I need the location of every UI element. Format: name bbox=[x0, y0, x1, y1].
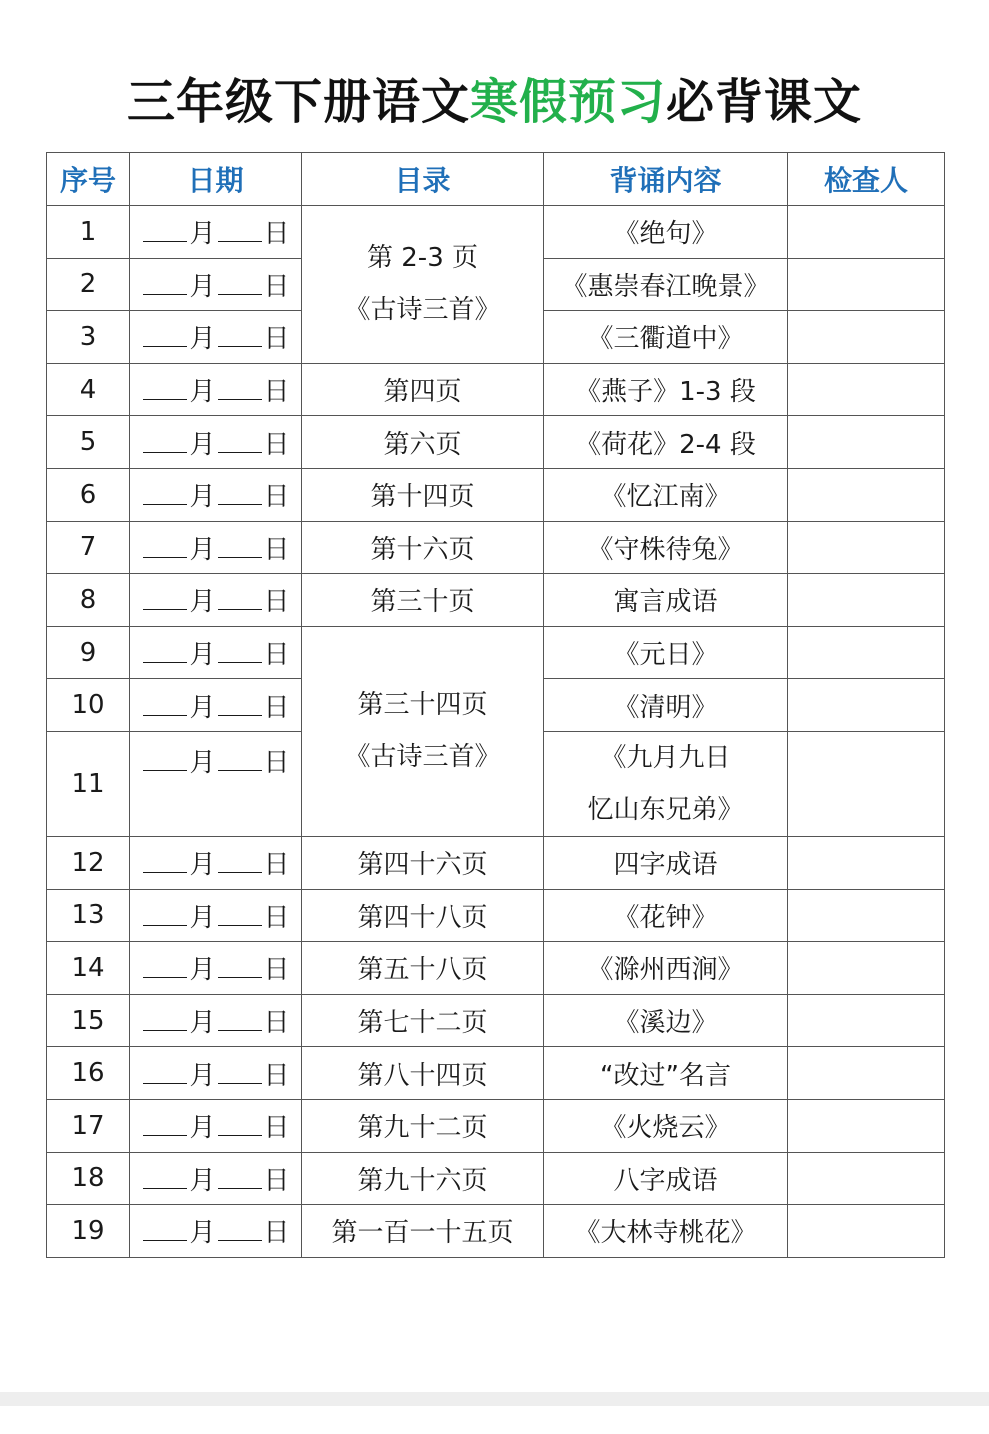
content-cell: 《三衢道中》 bbox=[544, 311, 788, 364]
catalog-cell: 第四十八页 bbox=[302, 889, 544, 942]
row-number: 1 bbox=[47, 206, 130, 259]
date-cell[interactable] bbox=[130, 679, 302, 732]
month-label: 月 bbox=[189, 1113, 216, 1144]
day-blank[interactable] bbox=[218, 1063, 262, 1084]
day-label: 日 bbox=[263, 587, 290, 618]
day-blank[interactable] bbox=[218, 695, 262, 716]
row-number: 10 bbox=[47, 679, 130, 732]
day-label: 日 bbox=[263, 692, 290, 723]
content-cell: 四字成语 bbox=[544, 836, 788, 889]
content-cell: 《忆江南》 bbox=[544, 468, 788, 521]
table-row bbox=[47, 1099, 945, 1152]
date-cell[interactable] bbox=[130, 1152, 302, 1205]
catalog-cell: 第五十八页 bbox=[302, 942, 544, 995]
content-cell: 八字成语 bbox=[544, 1152, 788, 1205]
table-row bbox=[47, 626, 945, 679]
catalog-cell: 第十六页 bbox=[302, 521, 544, 574]
month-blank[interactable] bbox=[143, 221, 187, 242]
catalog-cell: 第六页 bbox=[302, 416, 544, 469]
date-cell[interactable] bbox=[130, 942, 302, 995]
day-blank[interactable] bbox=[218, 905, 262, 926]
checker-cell[interactable] bbox=[788, 363, 945, 416]
checker-cell[interactable] bbox=[788, 679, 945, 732]
checker-cell[interactable] bbox=[788, 416, 945, 469]
month-label: 月 bbox=[189, 850, 216, 881]
table-row bbox=[47, 1047, 945, 1100]
content-cell: 寓言成语 bbox=[544, 574, 788, 627]
catalog-line: 第三十四页 bbox=[357, 690, 488, 721]
month-label: 月 bbox=[189, 1060, 216, 1091]
day-label: 日 bbox=[263, 1113, 290, 1144]
date-cell[interactable] bbox=[130, 1047, 302, 1100]
day-label: 日 bbox=[263, 640, 290, 671]
row-number: 8 bbox=[47, 574, 130, 627]
date-cell[interactable] bbox=[130, 1099, 302, 1152]
row-number: 12 bbox=[47, 836, 130, 889]
row-number: 9 bbox=[47, 626, 130, 679]
day-blank[interactable] bbox=[218, 326, 262, 347]
day-blank[interactable] bbox=[218, 484, 262, 505]
month-blank[interactable] bbox=[143, 537, 187, 558]
day-blank[interactable] bbox=[218, 1168, 262, 1189]
table-row bbox=[47, 521, 945, 574]
month-label: 月 bbox=[189, 587, 216, 618]
month-blank[interactable] bbox=[143, 589, 187, 610]
catalog-cell: 第九十六页 bbox=[302, 1152, 544, 1205]
checker-cell[interactable] bbox=[788, 1152, 945, 1205]
month-label: 月 bbox=[189, 747, 216, 778]
table-row bbox=[47, 416, 945, 469]
row-number: 6 bbox=[47, 468, 130, 521]
table-row bbox=[47, 1205, 945, 1258]
row-number: 3 bbox=[47, 311, 130, 364]
title-highlight: 寒假预习 bbox=[469, 74, 666, 130]
day-label: 日 bbox=[263, 1008, 290, 1039]
day-blank[interactable] bbox=[218, 957, 262, 978]
header-no: 序号 bbox=[47, 153, 130, 206]
catalog-line: 《古诗三首》 bbox=[344, 742, 501, 773]
date-cell[interactable] bbox=[130, 521, 302, 574]
catalog-line: 《古诗三首》 bbox=[344, 295, 501, 326]
content-cell: 《绝句》 bbox=[544, 206, 788, 259]
content-cell: “改过”名言 bbox=[544, 1047, 788, 1100]
checker-cell[interactable] bbox=[788, 311, 945, 364]
row-number: 11 bbox=[47, 731, 130, 836]
content-cell: 《燕子》1-3 段 bbox=[544, 363, 788, 416]
table-row bbox=[47, 363, 945, 416]
date-cell[interactable] bbox=[130, 468, 302, 521]
day-label: 日 bbox=[263, 1165, 290, 1196]
date-cell[interactable] bbox=[130, 363, 302, 416]
day-blank[interactable] bbox=[218, 1010, 262, 1031]
month-blank[interactable] bbox=[143, 1010, 187, 1031]
content-cell: 《惠崇春江晚景》 bbox=[544, 258, 788, 311]
row-number: 19 bbox=[47, 1205, 130, 1258]
month-label: 月 bbox=[189, 640, 216, 671]
day-blank[interactable] bbox=[218, 537, 262, 558]
day-label: 日 bbox=[263, 955, 290, 986]
month-blank[interactable] bbox=[143, 326, 187, 347]
month-label: 月 bbox=[189, 1165, 216, 1196]
month-label: 月 bbox=[189, 271, 216, 302]
day-label: 日 bbox=[263, 850, 290, 881]
day-blank[interactable] bbox=[218, 1220, 262, 1241]
catalog-cell bbox=[302, 626, 544, 836]
month-blank[interactable] bbox=[143, 1220, 187, 1241]
checker-cell[interactable] bbox=[788, 731, 945, 836]
content-cell: 《滁州西涧》 bbox=[544, 942, 788, 995]
day-label: 日 bbox=[263, 747, 290, 778]
date-cell[interactable] bbox=[130, 416, 302, 469]
checker-cell[interactable] bbox=[788, 574, 945, 627]
content-cell: 《溪边》 bbox=[544, 994, 788, 1047]
day-blank[interactable] bbox=[218, 750, 262, 771]
month-blank[interactable] bbox=[143, 274, 187, 295]
month-blank[interactable] bbox=[143, 379, 187, 400]
content-cell: 《花钟》 bbox=[544, 889, 788, 942]
month-label: 月 bbox=[189, 324, 216, 355]
catalog-line: 第 2-3 页 bbox=[367, 243, 478, 274]
catalog-cell bbox=[302, 206, 544, 364]
content-cell: 《守株待兔》 bbox=[544, 521, 788, 574]
row-number: 2 bbox=[47, 258, 130, 311]
month-blank[interactable] bbox=[143, 695, 187, 716]
month-label: 月 bbox=[189, 1218, 216, 1249]
date-cell[interactable] bbox=[130, 889, 302, 942]
title-part-1: 三年级下册语文 bbox=[126, 74, 470, 130]
date-cell[interactable] bbox=[130, 994, 302, 1047]
content-cell: 《清明》 bbox=[544, 679, 788, 732]
row-number: 5 bbox=[47, 416, 130, 469]
day-label: 日 bbox=[263, 902, 290, 933]
header-content: 背诵内容 bbox=[544, 153, 788, 206]
day-label: 日 bbox=[263, 1060, 290, 1091]
row-number: 7 bbox=[47, 521, 130, 574]
row-number: 15 bbox=[47, 994, 130, 1047]
row-number: 17 bbox=[47, 1099, 130, 1152]
bottom-bar bbox=[0, 1392, 989, 1406]
month-label: 月 bbox=[189, 429, 216, 460]
date-cell[interactable] bbox=[130, 574, 302, 627]
table-row bbox=[47, 889, 945, 942]
catalog-cell: 第九十二页 bbox=[302, 1099, 544, 1152]
table-row bbox=[47, 1152, 945, 1205]
content-cell: 《火烧云》 bbox=[544, 1099, 788, 1152]
header-date: 日期 bbox=[130, 153, 302, 206]
content-cell: 《元日》 bbox=[544, 626, 788, 679]
title-part-3: 必背课文 bbox=[666, 74, 863, 130]
day-blank[interactable] bbox=[218, 1115, 262, 1136]
month-blank[interactable] bbox=[143, 1115, 187, 1136]
checker-cell[interactable] bbox=[788, 626, 945, 679]
date-cell[interactable] bbox=[130, 1205, 302, 1258]
month-blank[interactable] bbox=[143, 957, 187, 978]
month-label: 月 bbox=[189, 377, 216, 408]
table-row bbox=[47, 836, 945, 889]
checker-cell[interactable] bbox=[788, 942, 945, 995]
date-cell[interactable] bbox=[130, 206, 302, 259]
checker-cell[interactable] bbox=[788, 836, 945, 889]
content-line: 《九月九日 bbox=[600, 742, 731, 773]
catalog-cell: 第七十二页 bbox=[302, 994, 544, 1047]
content-line: 忆山东兄弟》 bbox=[587, 794, 744, 825]
table-row bbox=[47, 206, 945, 259]
date-cell[interactable] bbox=[130, 626, 302, 679]
row-number: 18 bbox=[47, 1152, 130, 1205]
month-label: 月 bbox=[189, 219, 216, 250]
month-blank[interactable] bbox=[143, 905, 187, 926]
month-label: 月 bbox=[189, 955, 216, 986]
catalog-cell: 第十四页 bbox=[302, 468, 544, 521]
recitation-table bbox=[46, 152, 945, 1258]
day-blank[interactable] bbox=[218, 852, 262, 873]
row-number: 16 bbox=[47, 1047, 130, 1100]
checker-cell[interactable] bbox=[788, 889, 945, 942]
month-blank[interactable] bbox=[143, 484, 187, 505]
day-label: 日 bbox=[263, 534, 290, 565]
checker-cell[interactable] bbox=[788, 1099, 945, 1152]
day-blank[interactable] bbox=[218, 379, 262, 400]
day-blank[interactable] bbox=[218, 589, 262, 610]
content-cell: 《荷花》2-4 段 bbox=[544, 416, 788, 469]
catalog-cell: 第一百一十五页 bbox=[302, 1205, 544, 1258]
month-blank[interactable] bbox=[143, 1063, 187, 1084]
page-title bbox=[0, 70, 989, 134]
checker-cell[interactable] bbox=[788, 1047, 945, 1100]
table-row bbox=[47, 574, 945, 627]
checker-cell[interactable] bbox=[788, 1205, 945, 1258]
month-label: 月 bbox=[189, 482, 216, 513]
content-cell: 《大林寺桃花》 bbox=[544, 1205, 788, 1258]
month-label: 月 bbox=[189, 902, 216, 933]
checker-cell[interactable] bbox=[788, 258, 945, 311]
month-blank[interactable] bbox=[143, 1168, 187, 1189]
catalog-cell: 第四页 bbox=[302, 363, 544, 416]
day-label: 日 bbox=[263, 377, 290, 408]
header-catalog: 目录 bbox=[302, 153, 544, 206]
header-row bbox=[47, 153, 945, 206]
row-number: 4 bbox=[47, 363, 130, 416]
day-label: 日 bbox=[263, 271, 290, 302]
month-blank[interactable] bbox=[143, 750, 187, 771]
catalog-cell: 第四十六页 bbox=[302, 836, 544, 889]
catalog-cell: 第八十四页 bbox=[302, 1047, 544, 1100]
table-row bbox=[47, 942, 945, 995]
month-label: 月 bbox=[189, 1008, 216, 1039]
day-label: 日 bbox=[263, 482, 290, 513]
date-cell[interactable] bbox=[130, 836, 302, 889]
month-blank[interactable] bbox=[143, 642, 187, 663]
table-row bbox=[47, 994, 945, 1047]
month-blank[interactable] bbox=[143, 852, 187, 873]
day-blank[interactable] bbox=[218, 274, 262, 295]
checker-cell[interactable] bbox=[788, 206, 945, 259]
row-number: 14 bbox=[47, 942, 130, 995]
header-checker: 检查人 bbox=[788, 153, 945, 206]
day-label: 日 bbox=[263, 219, 290, 250]
checker-cell[interactable] bbox=[788, 468, 945, 521]
day-blank[interactable] bbox=[218, 642, 262, 663]
date-cell[interactable] bbox=[130, 258, 302, 311]
day-label: 日 bbox=[263, 324, 290, 355]
month-label: 月 bbox=[189, 692, 216, 723]
date-cell[interactable] bbox=[130, 311, 302, 364]
checker-cell[interactable] bbox=[788, 994, 945, 1047]
day-label: 日 bbox=[263, 429, 290, 460]
content-cell bbox=[544, 731, 788, 836]
catalog-cell: 第三十页 bbox=[302, 574, 544, 627]
row-number: 13 bbox=[47, 889, 130, 942]
day-blank[interactable] bbox=[218, 432, 262, 453]
checker-cell[interactable] bbox=[788, 521, 945, 574]
month-label: 月 bbox=[189, 534, 216, 565]
month-blank[interactable] bbox=[143, 432, 187, 453]
table-row bbox=[47, 468, 945, 521]
day-label: 日 bbox=[263, 1218, 290, 1249]
date-cell[interactable] bbox=[130, 731, 302, 836]
day-blank[interactable] bbox=[218, 221, 262, 242]
